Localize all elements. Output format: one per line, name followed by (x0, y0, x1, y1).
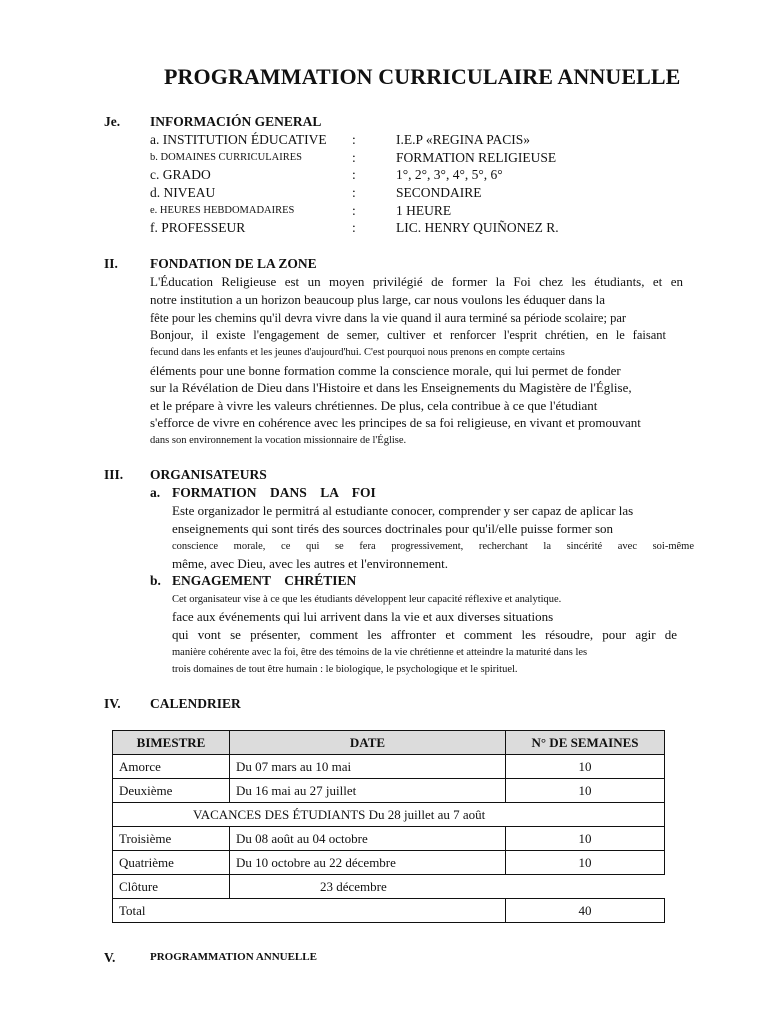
section-1-title: INFORMACIÓN GENERAL (150, 114, 322, 129)
info-label: d. NIVEAU (150, 185, 216, 200)
cell-total-weeks: 40 (506, 899, 665, 923)
info-value: 1°, 2°, 3°, 4°, 5°, 6° (396, 167, 503, 182)
info-value: FORMATION RELIGIEUSE (396, 150, 557, 165)
info-value: SECONDAIRE (396, 185, 482, 200)
subsection-title: ENGAGEMENT CHRÉTIEN (172, 573, 357, 588)
paragraph-line: et le prépare à vivre les valeurs chrétiennes. De plus, cela contribue à ce que l'étudiant (150, 398, 598, 413)
table-row (113, 779, 665, 803)
section-4-number: IV. (104, 696, 121, 711)
paragraph-line: manière cohérente avec la foi, être des témoins de la vie chrétienne et atteindre la maturité dans les (172, 647, 588, 658)
info-row-niveau (150, 185, 710, 203)
paragraph-line: face aux événements qui lui arrivent dans la vie et aux diverses situations (172, 609, 554, 624)
table-header-row (113, 731, 665, 755)
cell-bimestre: Quatrième (113, 851, 230, 875)
subsection-letter: b. (150, 573, 161, 588)
section-2-number: II. (104, 256, 118, 271)
cell-vacation: VACANCES DES ÉTUDIANTS Du 28 juillet au 7 août (113, 803, 665, 827)
section-4-title: CALENDRIER (150, 696, 241, 711)
paragraph-line: sur la Révélation de Dieu dans l'Histoire et dans les Enseignements du Magistère de l'Église, (150, 380, 632, 395)
cell-total-label: Total (113, 899, 506, 923)
info-colon: : (352, 220, 356, 235)
table-row-vacation (113, 803, 665, 827)
calendar-table (112, 730, 665, 923)
info-colon: : (352, 132, 356, 147)
section-5-number: V. (104, 950, 116, 965)
info-colon: : (352, 203, 356, 218)
cell-weeks: 10 (506, 851, 665, 875)
cell-bimestre: Clôture (113, 875, 230, 899)
paragraph-line: L'Éducation Religieuse est un moyen privilégié de former la Foi chez les étudiants, et en (150, 274, 683, 289)
info-colon: : (352, 185, 356, 200)
page-title: PROGRAMMATION CURRICULAIRE ANNUELLE (164, 64, 681, 89)
cell-date: Du 08 août au 04 octobre (230, 827, 506, 851)
cell-weeks: 10 (506, 755, 665, 779)
info-colon: : (352, 167, 356, 182)
cell-bimestre: Troisième (113, 827, 230, 851)
paragraph-line: qui vont se présenter, comment les affronter et comment les résoudre, pour agir de (172, 627, 677, 642)
section-3-title: ORGANISATEURS (150, 467, 267, 482)
info-label: e. HEURES HEBDOMADAIRES (150, 205, 295, 216)
subsection-letter: a. (150, 485, 161, 500)
info-row-domaines (150, 150, 710, 168)
table-row (113, 851, 665, 875)
paragraph-line: s'efforce de vivre en cohérence avec les principes de sa foi religieuse, en vivant et promouvant (150, 415, 641, 430)
subsection-b-heading (150, 573, 356, 589)
cell-date: Du 16 mai au 27 juillet (230, 779, 506, 803)
info-label: c. GRADO (150, 167, 211, 182)
cell-bimestre: Amorce (113, 755, 230, 779)
cell-date: Du 10 octobre au 22 décembre (230, 851, 506, 875)
paragraph-line: trois domaines de tout être humain : le biologique, le psychologique et le spirituel. (172, 664, 518, 675)
paragraph-line: fête pour les chemins qu'il devra vivre dans la vie quand il aura terminé sa période scolaire; par (150, 311, 627, 325)
cell-weeks: 10 (506, 827, 665, 851)
header-weeks: N° DE SEMAINES (506, 731, 665, 755)
info-label: f. PROFESSEUR (150, 220, 246, 235)
info-label: a. INSTITUTION ÉDUCATIVE (150, 132, 327, 147)
cell-bimestre: Deuxième (113, 779, 230, 803)
table-row-total (113, 899, 665, 923)
info-value: LIC. HENRY QUIÑONEZ R. (396, 220, 559, 235)
paragraph-line: enseignements qui sont tirés des sources doctrinales pour qu'il/elle puisse former son (172, 521, 613, 536)
paragraph-line: même, avec Dieu, avec les autres et l'environnement. (172, 556, 448, 571)
info-row-heures (150, 203, 710, 221)
table-row (113, 875, 665, 899)
section-3-number: III. (104, 467, 124, 482)
subsection-title: FORMATION DANS LA FOI (172, 485, 376, 500)
paragraph-line: conscience morale, ce qui se fera progressivement, recherchant la sincérité avec soi-même (172, 541, 694, 552)
section-5-title: PROGRAMMATION ANNUELLE (150, 951, 317, 963)
info-row-grado (150, 167, 710, 185)
paragraph-line: fecund dans les enfants et les jeunes d'aujourd'hui. C'est pourquoi nous prenons en compte certains (150, 347, 565, 358)
section-2-title: FONDATION DE LA ZONE (150, 256, 317, 271)
table-row (113, 755, 665, 779)
info-colon: : (352, 150, 356, 165)
cell-weeks: 10 (506, 779, 665, 803)
header-bimestre: BIMESTRE (113, 731, 230, 755)
paragraph-line: dans son environnement la vocation missionnaire de l'Église. (150, 435, 407, 446)
cell-date: Du 07 mars au 10 mai (230, 755, 506, 779)
info-row-institution (150, 132, 710, 150)
info-row-professeur (150, 220, 710, 238)
paragraph-line: éléments pour une bonne formation comme la conscience morale, qui lui permet de fonder (150, 363, 621, 378)
paragraph-line: Cet organisateur vise à ce que les étudiants développent leur capacité réflexive et analytique. (172, 594, 562, 605)
paragraph-line: Bonjour, il existe l'engagement de semer, cultiver et renforcer l'esprit chrétien, en le faisant (150, 328, 666, 342)
info-label: b. DOMAINES CURRICULAIRES (150, 152, 302, 163)
info-value: I.E.P «REGINA PACIS» (396, 132, 531, 147)
section-1-number: Je. (104, 114, 121, 129)
subsection-a-heading (150, 485, 376, 501)
paragraph-line: Este organizador le permitrá al estudiante conocer, comprender y ser capaz de aplicar las (172, 503, 634, 518)
cell-date: 23 décembre (230, 875, 665, 899)
paragraph-line: notre institution a un horizon beaucoup plus large, car nous voulons les éduquer dans la (150, 292, 606, 307)
header-date: DATE (230, 731, 506, 755)
table-row (113, 827, 665, 851)
info-value: 1 HEURE (396, 203, 452, 218)
